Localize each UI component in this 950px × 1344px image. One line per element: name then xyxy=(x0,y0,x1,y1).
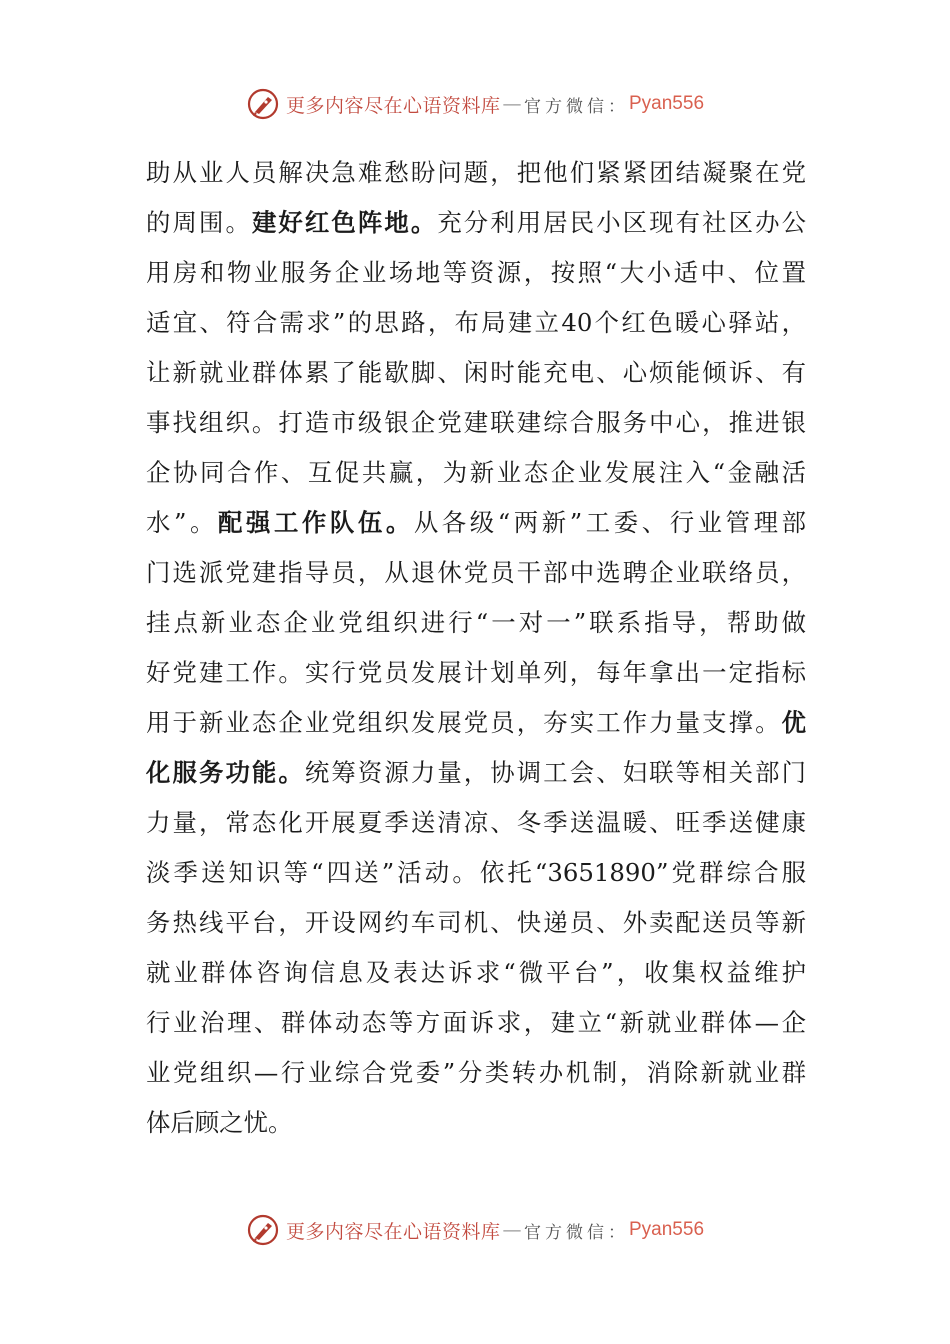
text-segment: 从各级“两新”工委、行业管理部 xyxy=(413,508,806,537)
wechat-id: Pyan556 xyxy=(629,1219,705,1240)
text-segment: 充分利用居民小区现有社区办公 xyxy=(437,208,806,237)
wechat-id: Pyan556 xyxy=(629,93,705,114)
text-line xyxy=(146,848,806,898)
text-segment: 就业群体咨询信息及表达诉求“微平台”，收集权益维护 xyxy=(146,958,806,987)
text-line xyxy=(146,948,806,998)
text-segment: 务热线平台，开设网约车司机、快递员、外卖配送员等新 xyxy=(146,908,806,937)
text-line xyxy=(146,248,806,298)
text-segment: 统筹资源力量，协调工会、妇联等相关部门 xyxy=(304,758,806,787)
wechat-label: 官方微信： xyxy=(524,96,629,117)
pen-nib-logo-icon xyxy=(246,1213,280,1247)
text-segment: 门选派党建指导员，从退休党员干部中选聘企业联络员， xyxy=(146,558,806,587)
section-heading: 建好红色阵地。 xyxy=(251,208,438,237)
text-segment: 让新就业群体累了能歇脚、闲时能充电、心烦能倾诉、有 xyxy=(146,358,806,387)
text-line xyxy=(146,198,806,248)
text-line xyxy=(146,398,806,448)
text-line xyxy=(146,548,806,598)
text-line xyxy=(146,898,806,948)
text-line xyxy=(146,748,806,798)
text-line xyxy=(146,998,806,1048)
header-banner xyxy=(0,84,950,124)
text-line xyxy=(146,1098,806,1148)
text-segment: 企协同合作、互促共赢，为新业态企业发展注入“金融活 xyxy=(146,458,806,487)
text-line xyxy=(146,698,806,748)
text-segment: 用房和物业服务企业场地等资源，按照“大小适中、位置 xyxy=(146,258,806,287)
text-segment: 行业治理、群体动态等方面诉求，建立“新就业群体—企 xyxy=(146,1008,806,1037)
text-segment: 用于新业态企业党组织发展党员，夯实工作力量支撑。 xyxy=(146,708,782,737)
text-segment: 体后顾之忧。 xyxy=(146,1108,293,1137)
banner-dash: — xyxy=(502,93,522,115)
promo-text: 更多内容尽在心语资料库 xyxy=(285,94,501,117)
document-body xyxy=(146,148,806,1148)
text-segment: 力量，常态化开展夏季送清凉、冬季送温暖、旺季送健康 xyxy=(146,808,806,837)
section-heading: 优 xyxy=(781,708,806,737)
footer-banner xyxy=(0,1210,950,1250)
section-heading: 化服务功能。 xyxy=(146,758,305,787)
text-segment: 事找组织。打造市级银企党建联建综合服务中心，推进银 xyxy=(146,408,806,437)
text-line xyxy=(146,448,806,498)
text-line xyxy=(146,1048,806,1098)
text-line xyxy=(146,498,806,548)
wechat-label: 官方微信： xyxy=(524,1222,629,1243)
banner-dash: — xyxy=(502,1219,522,1241)
text-line xyxy=(146,648,806,698)
text-line xyxy=(146,348,806,398)
text-segment: 助从业人员解决急难愁盼问题，把他们紧紧团结凝聚在党 xyxy=(146,158,806,187)
text-segment: 水”。 xyxy=(146,508,218,537)
text-line xyxy=(146,798,806,848)
text-segment: 挂点新业态企业党组织进行“一对一”联系指导，帮助做 xyxy=(146,608,806,637)
pen-nib-logo-icon xyxy=(246,87,280,121)
text-segment: 业党组织—行业综合党委”分类转办机制，消除新就业群 xyxy=(146,1058,806,1087)
section-heading: 配强工作队伍。 xyxy=(218,508,414,537)
text-segment: 好党建工作。实行党员发展计划单列，每年拿出一定指标 xyxy=(146,658,806,687)
text-segment: 适宜、符合需求”的思路，布局建立40个红色暖心驿站， xyxy=(146,308,806,337)
text-line xyxy=(146,148,806,198)
text-segment: 淡季送知识等“四送”活动。依托“3651890”党群综合服 xyxy=(146,858,806,887)
promo-text: 更多内容尽在心语资料库 xyxy=(285,1220,501,1243)
text-line xyxy=(146,298,806,348)
text-segment: 的周围。 xyxy=(146,208,252,237)
text-line xyxy=(146,598,806,648)
